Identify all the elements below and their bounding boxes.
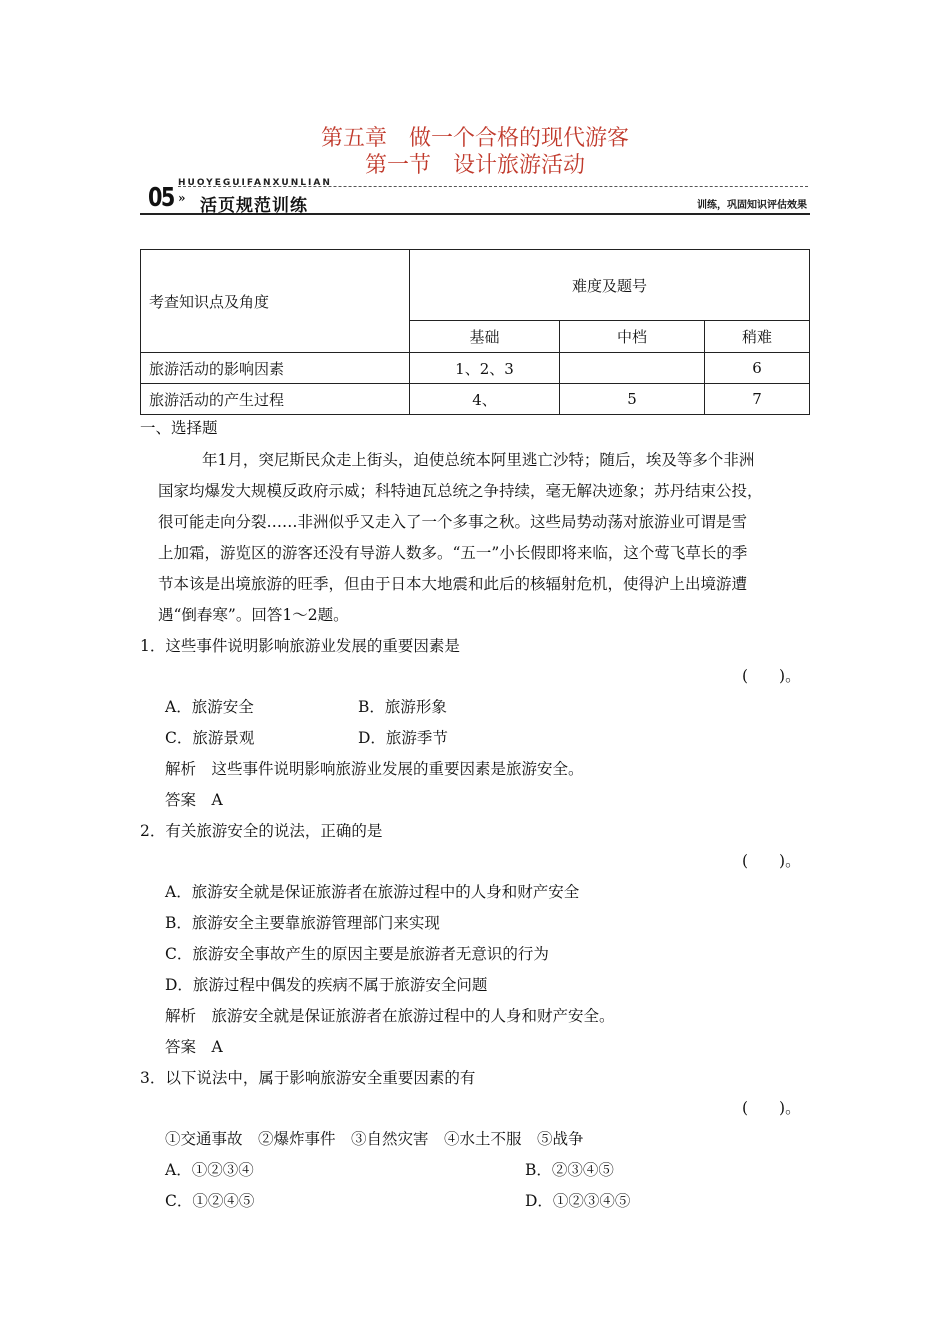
table-cell-basic: 4、 — [410, 384, 560, 415]
question-3-option-c: C．①②④⑤ — [165, 1192, 255, 1210]
question-3-items: ①交通事故 ②爆炸事件 ③自然灾害 ④水土不服 ⑤战争 — [165, 1130, 584, 1148]
passage-line: 国家均爆发大规模反政府示威；科特迪瓦总统之争持续，毫无解决迹象；苏丹结束公投， — [158, 482, 763, 500]
banner-dashed-divider — [178, 186, 808, 187]
question-2-option-a: A．旅游安全就是保证旅游者在旅游过程中的人身和财产安全 — [165, 883, 580, 901]
banner-number: 05 — [148, 183, 174, 213]
table-row — [141, 384, 810, 415]
question-1-option-d: D．旅游季节 — [358, 729, 448, 747]
question-1-stem: 1．这些事件说明影响旅游业发展的重要因素是 — [140, 637, 460, 655]
table-cell-topic: 旅游活动的产生过程 — [141, 384, 410, 415]
double-chevron-icon: » — [178, 191, 186, 205]
passage-line: 很可能走向分裂……非洲似乎又走入了一个多事之秋。这些局势动荡对旅游业可谓是雪 — [158, 513, 748, 531]
question-3-option-a: A．①②③④ — [165, 1161, 254, 1179]
table-header-medium: 中档 — [560, 321, 705, 353]
table-header-basic: 基础 — [410, 321, 560, 353]
question-2-option-d: D．旅游过程中偶发的疾病不属于旅游安全问题 — [165, 976, 488, 994]
table-cell-medium: 5 — [560, 384, 705, 415]
question-2-option-b: B．旅游安全主要靠旅游管理部门来实现 — [165, 914, 440, 932]
banner-pinyin: HUOYEGUIFANXUNLIAN — [178, 178, 332, 188]
question-2-stem: 2．有关旅游安全的说法，正确的是 — [140, 822, 383, 840]
table-row — [141, 353, 810, 384]
answer-bracket: ( )。 — [742, 667, 801, 685]
passage-line: 节本该是出境旅游的旺季，但由于日本大地震和此后的核辐射危机，使得沪上出境游遭 — [158, 575, 748, 593]
passage-line: 上加霜，游览区的游客还没有导游人数多。“五一”小长假即将来临，这个莺飞草长的季 — [158, 544, 748, 562]
table-header-difficulty: 难度及题号 — [410, 250, 810, 321]
table-cell-basic: 1、2、3 — [410, 353, 560, 384]
table-cell-medium — [560, 353, 705, 384]
table-cell-hard: 7 — [705, 384, 810, 415]
question-3-option-b: B．②③④⑤ — [525, 1161, 614, 1179]
banner-divider — [140, 213, 810, 215]
knowledge-table — [140, 249, 810, 415]
question-1-analysis: 解析 这些事件说明影响旅游业发展的重要因素是旅游安全。 — [165, 760, 584, 778]
question-2-option-c: C．旅游安全事故产生的原因主要是旅游者无意识的行为 — [165, 945, 549, 963]
banner-main-title: 活页规范训练 — [200, 196, 308, 216]
question-3-option-d: D．①②③④⑤ — [525, 1192, 631, 1210]
passage-line: 年1月，突尼斯民众走上街头，迫使总统本阿里逃亡沙特；随后，埃及等多个非洲 — [202, 451, 755, 469]
question-2-answer: 答案 A — [165, 1038, 223, 1056]
table-header-knowledge: 考查知识点及角度 — [141, 250, 410, 353]
question-1-option-a: A．旅游安全 — [165, 698, 254, 716]
question-3-stem: 3．以下说法中，属于影响旅游安全重要因素的有 — [140, 1069, 476, 1087]
passage-line: 遇“倒春寒”。回答1～2题。 — [158, 606, 349, 624]
banner-slogan: 训练，巩固知识评估效果 — [697, 200, 807, 211]
question-1-option-b: B．旅游形象 — [358, 698, 447, 716]
question-1-option-c: C．旅游景观 — [165, 729, 255, 747]
table-header-hard: 稍难 — [705, 321, 810, 353]
question-1-answer: 答案 A — [165, 791, 223, 809]
question-2-analysis: 解析 旅游安全就是保证旅游者在旅游过程中的人身和财产安全。 — [165, 1007, 615, 1025]
answer-bracket: ( )。 — [742, 1099, 801, 1117]
answer-bracket: ( )。 — [742, 852, 801, 870]
table-cell-topic: 旅游活动的影响因素 — [141, 353, 410, 384]
section-heading: 一、选择题 — [140, 419, 218, 437]
table-cell-hard: 6 — [705, 353, 810, 384]
section-title: 第一节 设计旅游活动 — [364, 153, 585, 178]
chapter-title: 第五章 做一个合格的现代游客 — [320, 126, 629, 151]
